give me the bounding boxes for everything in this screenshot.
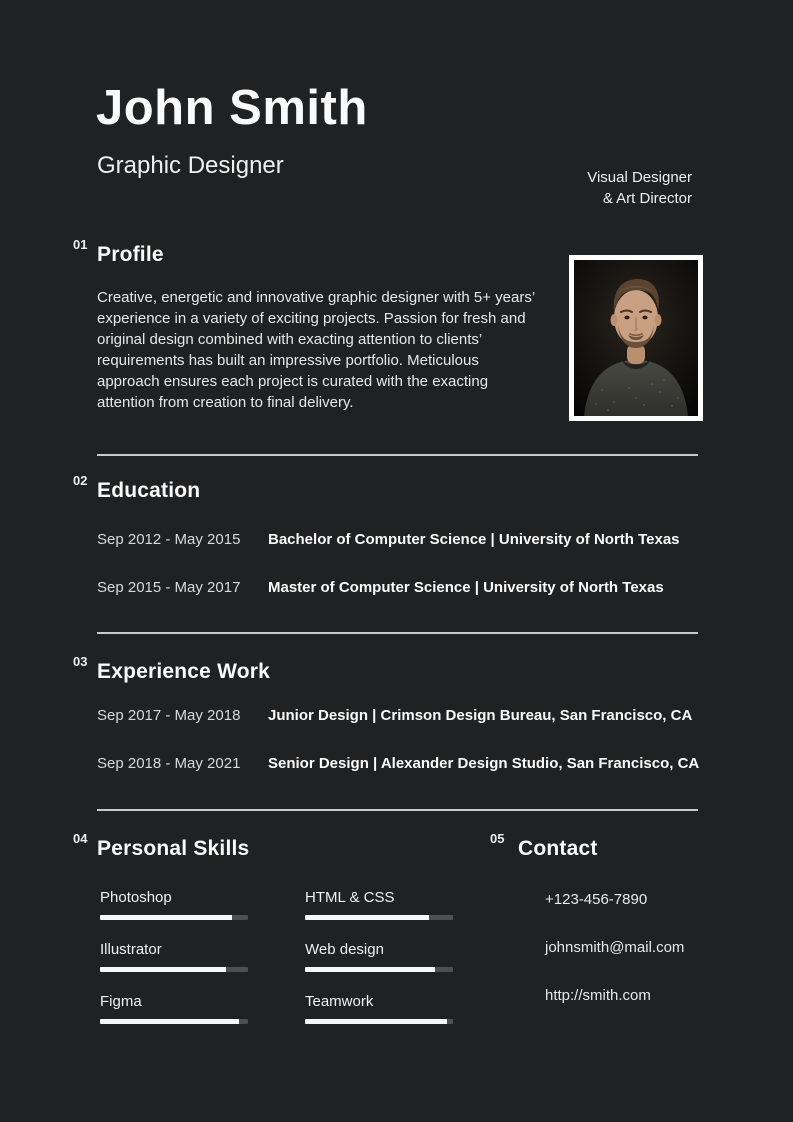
experience-dates: Sep 2018 - May 2021	[97, 755, 241, 772]
experience-dates: Sep 2017 - May 2018	[97, 707, 241, 724]
skill-item	[305, 941, 453, 972]
tagline-line-1: Visual Designer	[587, 169, 692, 186]
skill-bar-track	[305, 967, 453, 972]
section-number: 05	[490, 831, 505, 846]
portrait-photo	[569, 255, 703, 421]
section-number: 01	[73, 237, 88, 252]
divider	[97, 454, 698, 456]
person-job-title: Graphic Designer	[97, 152, 284, 179]
experience-detail: Senior Design | Alexander Design Studio, San Francisco, CA	[268, 755, 700, 772]
portrait-photo-image	[574, 260, 698, 416]
section-title: Education	[97, 479, 201, 502]
experience-row	[97, 755, 699, 773]
section-number: 03	[73, 654, 88, 669]
experience-row	[97, 707, 699, 725]
section-experience	[73, 654, 699, 803]
section-title: Profile	[97, 243, 164, 266]
divider	[97, 809, 698, 811]
skill-label: HTML & CSS	[305, 889, 395, 906]
skill-bar-fill	[100, 915, 232, 920]
skill-label: Teamwork	[305, 993, 374, 1010]
section-contact	[490, 831, 684, 1035]
contact-heading	[490, 831, 684, 861]
skill-bar-track	[305, 915, 453, 920]
education-heading	[73, 473, 680, 503]
section-skills	[73, 831, 453, 1045]
contact-website: http://smith.com	[545, 987, 651, 1004]
skill-label: Figma	[100, 993, 142, 1010]
skill-bar-fill	[100, 1019, 239, 1024]
skill-item	[305, 993, 453, 1024]
skill-bar-track	[100, 915, 248, 920]
education-dates: Sep 2012 - May 2015	[97, 531, 241, 548]
skill-label: Web design	[305, 941, 384, 958]
skill-item	[100, 889, 248, 920]
divider	[97, 632, 698, 634]
skill-bar-fill	[305, 1019, 447, 1024]
skill-bar-fill	[100, 967, 226, 972]
tagline-line-2: & Art Director	[602, 190, 692, 207]
contact-email: johnsmith@mail.com	[545, 939, 685, 956]
education-dates: Sep 2015 - May 2017	[97, 579, 241, 596]
skill-bar-track	[100, 1019, 248, 1024]
skill-label: Illustrator	[100, 941, 162, 958]
experience-heading	[73, 654, 699, 684]
skill-bar-track	[305, 1019, 453, 1024]
section-profile	[73, 237, 543, 413]
person-name: John Smith	[96, 81, 368, 135]
profile-paragraph: Creative, energetic and innovative graphic designer with 5+ years’ experience in a variety of exciting projects. Passion for fresh and original design combined with exacting attention to clients’ requirements has built an impressive portfolio. Meticulous approach ensures each project is curated with the exacting attention from creation to final delivery.	[97, 289, 535, 411]
section-education	[73, 473, 680, 627]
education-detail: Master of Computer Science | University of North Texas	[268, 579, 664, 596]
skills-heading	[73, 831, 453, 861]
skill-item	[100, 993, 248, 1024]
skill-bar-track	[100, 967, 248, 972]
section-title: Contact	[518, 837, 598, 860]
section-number: 04	[73, 831, 88, 846]
section-title: Experience Work	[97, 660, 271, 683]
section-number: 02	[73, 473, 88, 488]
section-title: Personal Skills	[97, 837, 250, 860]
experience-detail: Junior Design | Crimson Design Bureau, San Francisco, CA	[268, 707, 693, 724]
education-row	[97, 579, 680, 597]
profile-heading	[73, 237, 543, 267]
skill-item	[305, 889, 453, 920]
education-row	[97, 531, 680, 549]
education-detail: Bachelor of Computer Science | University of North Texas	[268, 531, 680, 548]
tagline	[587, 167, 692, 209]
skill-item	[100, 941, 248, 972]
skill-bar-fill	[305, 915, 429, 920]
contact-phone: +123-456-7890	[545, 891, 648, 908]
skill-label: Photoshop	[100, 889, 172, 906]
skill-bar-fill	[305, 967, 435, 972]
